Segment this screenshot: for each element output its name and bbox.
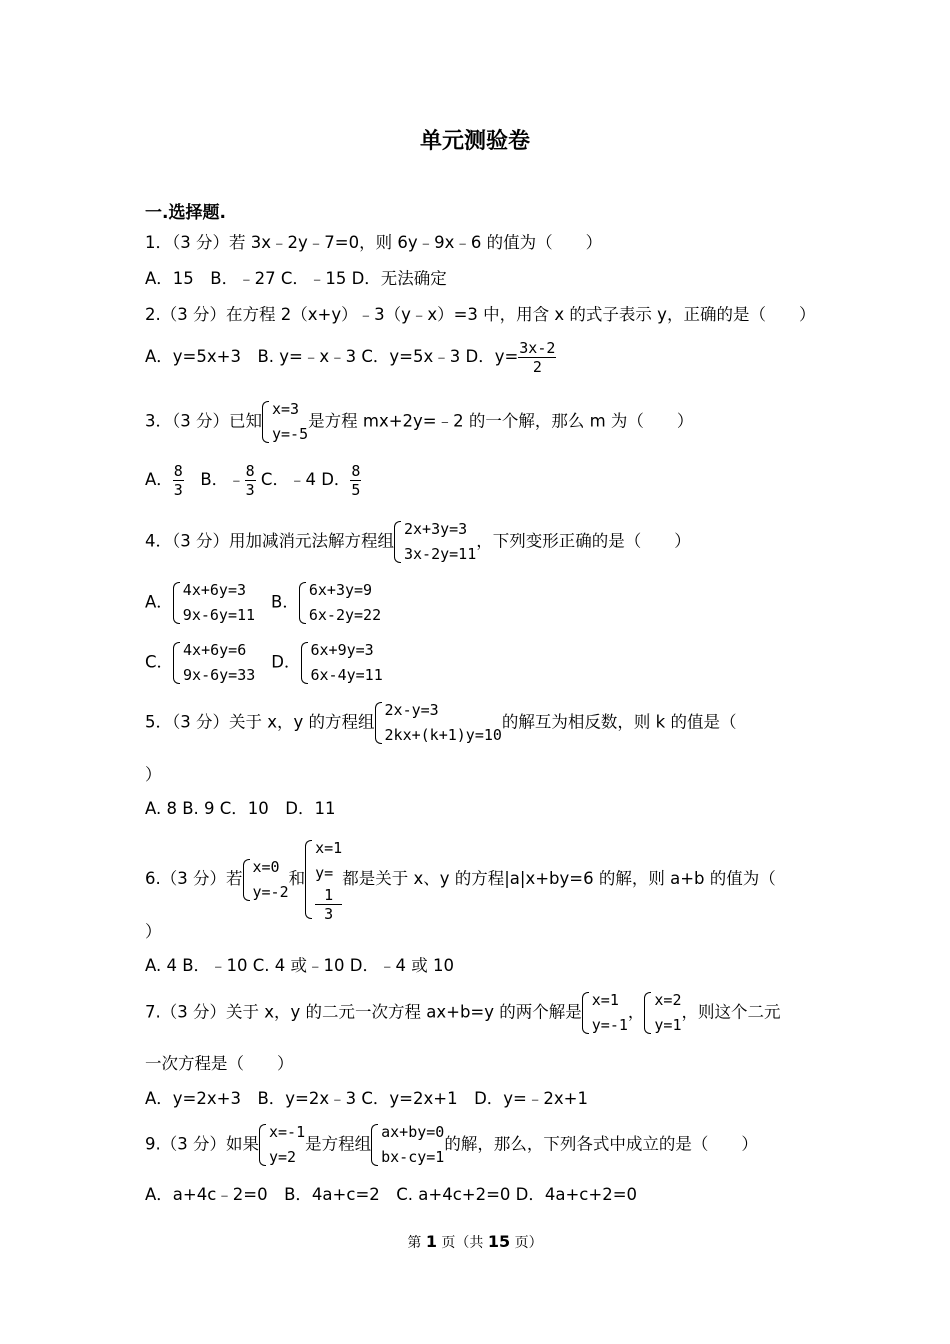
sys-line: 6x-4y=11 bbox=[310, 666, 383, 684]
sys-line: bx-cy=1 bbox=[381, 1148, 445, 1166]
q7-mid: ， bbox=[627, 1002, 645, 1022]
sys-line: y=-2 bbox=[252, 882, 289, 901]
q3-opt-a: A． bbox=[145, 470, 173, 489]
q3-sys-line: x=3 bbox=[272, 400, 300, 418]
q4-suffix: ，下列变形正确的是（ ） bbox=[476, 531, 691, 551]
q3-system bbox=[262, 397, 308, 447]
q5-system bbox=[375, 698, 502, 748]
q7-prefix: 7.（3 分）关于 x，y 的二元一次方程 ax+b=y 的两个解是 bbox=[145, 1002, 582, 1022]
q3-frac-d bbox=[350, 462, 361, 499]
q4-prefix: 4．（3 分）用加减消元法解方程组 bbox=[145, 531, 394, 551]
q4-sys-line: 2x+3y=3 bbox=[404, 520, 468, 538]
footer-page-number: 1 bbox=[425, 1232, 437, 1251]
q4-d-system bbox=[301, 638, 383, 688]
q2-options-text: A．y=5x+3 B. y=﹣x﹣3 C．y=5x﹣3 D．y= bbox=[145, 347, 519, 366]
frac-den: 3 bbox=[324, 905, 334, 923]
sys-line: x=0 bbox=[252, 857, 280, 876]
q3-frac-a bbox=[173, 462, 184, 499]
question-6 bbox=[145, 836, 776, 923]
question-7-cont: 一次方程是（ ） bbox=[145, 1054, 294, 1073]
question-7-options: A．y=2x+3 B．y=2x﹣3 C．y=2x+1 D．y=﹣2x+1 bbox=[145, 1089, 588, 1108]
question-5-cont: ） bbox=[145, 765, 162, 784]
sys-line: 6x-2y=22 bbox=[308, 606, 382, 624]
frac-num: 8 bbox=[173, 462, 183, 480]
q4-b-system bbox=[299, 578, 381, 628]
q4-c-label: C． bbox=[145, 652, 174, 672]
q2-fraction bbox=[518, 339, 556, 376]
q9-prefix: 9.（3 分）如果 bbox=[145, 1134, 259, 1154]
q7-system-2 bbox=[644, 988, 681, 1038]
frac-den: 5 bbox=[351, 481, 361, 499]
question-3 bbox=[145, 397, 693, 447]
sys-line: y=1 bbox=[654, 1016, 682, 1034]
frac-num: 8 bbox=[245, 462, 255, 480]
q6-suffix: 都是关于 x、y 的方程|a|x+by=6 的解，则 a+b 的值为（ bbox=[342, 869, 776, 888]
question-4-options-ab bbox=[145, 578, 381, 628]
q2-frac-num: 3x-2 bbox=[519, 339, 556, 357]
q5-suffix: 的解互为相反数，则 k 的值是（ bbox=[501, 712, 737, 732]
sys-line: 9x-6y=11 bbox=[182, 606, 256, 624]
question-5 bbox=[145, 698, 736, 748]
question-1-options: A．15 B．﹣27 C．﹣15 D．无法确定 bbox=[145, 269, 447, 288]
q3-suffix: 是方程 mx+2y=﹣2 的一个解，那么 m 为（ ） bbox=[308, 411, 694, 431]
sys-line bbox=[315, 861, 342, 923]
q4-c-system bbox=[173, 638, 255, 688]
page-title: 单元测验卷 bbox=[419, 129, 530, 154]
q6-system-1 bbox=[243, 855, 289, 905]
sys-line: 2x-y=3 bbox=[384, 701, 439, 719]
question-9 bbox=[145, 1120, 758, 1170]
q9-suffix: 的解，那么，下列各式中成立的是（ ） bbox=[444, 1134, 758, 1154]
frac-den: 3 bbox=[245, 481, 255, 499]
q7-system-1 bbox=[582, 988, 628, 1038]
frac-num: 8 bbox=[351, 462, 361, 480]
q3-opt-c: C．﹣4 D． bbox=[255, 470, 351, 489]
q7-suffix: ，则这个二元 bbox=[681, 1002, 781, 1022]
question-3-options bbox=[145, 462, 361, 499]
sys-line: 4x+6y=3 bbox=[182, 581, 247, 599]
sys-line: x=1 bbox=[591, 991, 619, 1009]
question-5-options: A. 8 B. 9 C．10 D．11 bbox=[145, 799, 336, 818]
question-6-cont: ） bbox=[145, 922, 162, 941]
q6-prefix: 6.（3 分）若 bbox=[145, 869, 243, 888]
question-2: 2.（3 分）在方程 2（x+y）﹣3（y﹣x）=3 中，用含 x 的式子表示 y，正确的是（ ） bbox=[145, 305, 816, 324]
q4-b-label: B． bbox=[271, 592, 299, 612]
q4-a-system bbox=[173, 578, 255, 628]
section-heading: 一.选择题. bbox=[145, 203, 226, 223]
question-6-options: A. 4 B．﹣10 C. 4 或﹣10 D．﹣4 或 10 bbox=[145, 956, 454, 975]
sys-line: y=2 bbox=[269, 1148, 297, 1166]
frac-num: 1 bbox=[315, 886, 342, 905]
sys-line: y=-1 bbox=[591, 1016, 628, 1034]
q4-sys-line: 3x-2y=11 bbox=[404, 545, 477, 563]
question-2-options bbox=[145, 339, 556, 376]
q4-d-label: D． bbox=[271, 652, 301, 672]
footer-mid: 页（共 bbox=[436, 1235, 488, 1251]
q4-a-label: A． bbox=[145, 592, 173, 612]
sys-line-prefix: y= bbox=[315, 864, 334, 882]
page-footer bbox=[0, 1232, 950, 1252]
sys-line: 4x+6y=6 bbox=[183, 641, 247, 659]
sys-line: x=-1 bbox=[269, 1123, 306, 1141]
sys-line: 9x-6y=33 bbox=[183, 666, 256, 684]
question-9-options: A．a+4c﹣2=0 B．4a+c=2 C. a+4c+2=0 D．4a+c+2=0 bbox=[145, 1185, 638, 1204]
sys-line: 6x+9y=3 bbox=[310, 641, 374, 659]
q2-frac-den: 2 bbox=[532, 358, 542, 376]
q9-system-1 bbox=[259, 1120, 305, 1170]
frac-den: 3 bbox=[173, 481, 183, 499]
q9-mid: 是方程组 bbox=[305, 1134, 372, 1154]
sys-line: 6x+3y=9 bbox=[308, 581, 373, 599]
q6-fraction bbox=[315, 886, 342, 923]
q6-mid: 和 bbox=[288, 869, 306, 888]
question-4-options-cd bbox=[145, 638, 383, 688]
q3-sys-line: y=-5 bbox=[272, 425, 309, 443]
sys-line: 2kx+(k+1)y=10 bbox=[384, 726, 502, 744]
q3-frac-b bbox=[245, 462, 256, 499]
question-7 bbox=[145, 988, 780, 1038]
question-1: 1．（3 分）若 3x﹣2y﹣7=0，则 6y﹣9x﹣6 的值为（ ） bbox=[145, 233, 603, 252]
q3-prefix: 3．（3 分）已知 bbox=[145, 411, 262, 431]
sys-line: ax+by=0 bbox=[381, 1123, 445, 1141]
q9-system-2 bbox=[371, 1120, 444, 1170]
q4-system bbox=[394, 517, 476, 567]
q6-system-2 bbox=[305, 836, 342, 923]
sys-line: x=1 bbox=[315, 839, 343, 857]
q3-opt-b: B．﹣ bbox=[183, 470, 245, 489]
footer-post: 页） bbox=[510, 1235, 543, 1251]
question-4 bbox=[145, 517, 691, 567]
q5-prefix: 5．（3 分）关于 x，y 的方程组 bbox=[145, 712, 375, 732]
footer-total-pages: 15 bbox=[487, 1232, 511, 1251]
sys-line: x=2 bbox=[654, 991, 682, 1009]
footer-pre: 第 bbox=[407, 1235, 426, 1251]
